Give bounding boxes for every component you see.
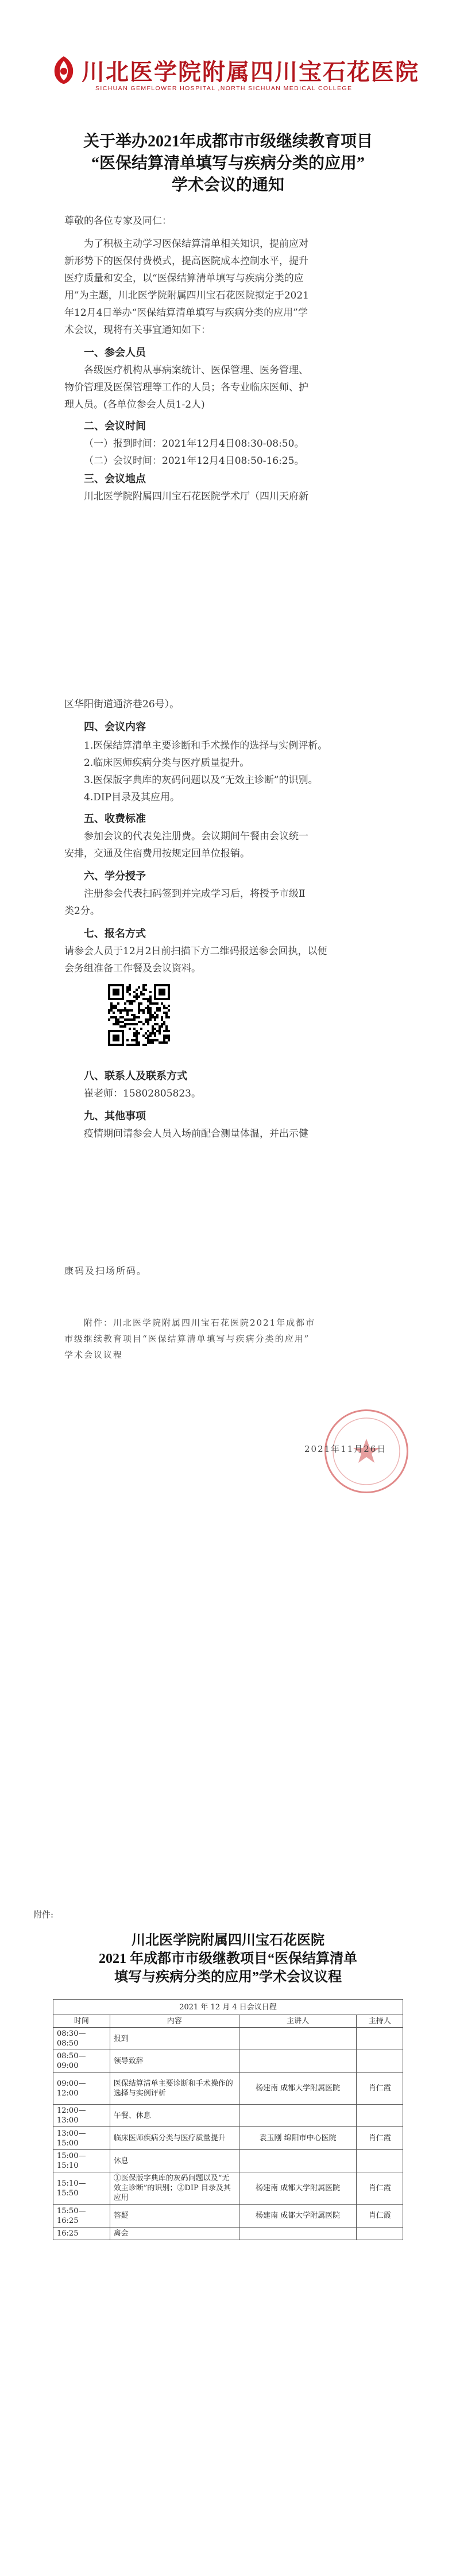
agenda-time: 09:00—12:00 [53, 2073, 110, 2105]
section-4-heading: 四、会议内容 [84, 721, 146, 733]
section-2-items [84, 435, 304, 470]
intro-line: 医疗质量和安全，以“医保结算清单填写与疾病分类的应 [64, 273, 304, 284]
agenda-time: 12:00—13:00 [53, 2105, 110, 2127]
section-6-heading: 六、学分授予 [84, 870, 146, 882]
agenda-host: 肖仁霞 [357, 2205, 403, 2228]
agenda-speaker [239, 2028, 357, 2050]
agenda-speaker [239, 2105, 357, 2127]
section-8-heading: 八、联系人及联系方式 [84, 1070, 187, 1082]
section-9-heading: 九、其他事项 [84, 1110, 146, 1122]
agenda-speaker: 杨建南 成都大学附属医院 [239, 2205, 357, 2228]
title-line-2: “医保结算清单填写与疾病分类的应用” [91, 154, 365, 172]
section-9-text: 疫情期间请参会人员入场前配合测量体温，并出示健 [84, 1128, 308, 1140]
agenda-host: 肖仁霞 [357, 2172, 403, 2205]
column-header: 内容 [110, 2015, 239, 2028]
section-5-heading: 五、收费标准 [84, 813, 146, 825]
attachment-title-line: 2021 年成都市市级继教项目“医保结算清单 [99, 1951, 357, 1966]
section-1-line: 物价管理及医保管理等工作的人员；各专业临床医师、护 [64, 382, 308, 393]
intro-line: 年12月4日举办“医保结算清单填写与疾病分类的应用”学 [64, 307, 308, 319]
section-2-heading: 二、会议时间 [84, 420, 146, 432]
salutation: 尊敬的各位专家及同仁： [64, 215, 172, 227]
agenda-speaker: 袁玉刚 绵阳市中心医院 [239, 2127, 357, 2150]
agenda-content: 报到 [110, 2028, 239, 2050]
agenda-time: 13:00—15:00 [53, 2127, 110, 2150]
agenda-caption: 2021 年 12 月 4 日会议日程 [53, 2000, 403, 2015]
agenda-content: 答疑 [110, 2205, 239, 2228]
attachment-title-line: 填写与疾病分类的应用”学术会议议程 [114, 1970, 342, 1985]
agenda-row [53, 2150, 403, 2172]
attachment-note-line: 学术会议议程 [64, 1350, 123, 1360]
agenda-host [357, 2028, 403, 2050]
section-3-text: 川北医学院附属四川宝石花医院学术厅（四川天府新 [84, 491, 308, 502]
agenda-time: 08:50—09:00 [53, 2050, 110, 2073]
agenda-row [53, 2228, 403, 2240]
agenda-speaker: 杨建南 成都大学附属医院 [239, 2073, 357, 2105]
section-6-text [64, 885, 409, 920]
agenda-row [53, 2050, 403, 2073]
agenda-row [53, 2172, 403, 2205]
agenda-host: 肖仁霞 [357, 2127, 403, 2150]
intro-line: 术会议，现将有关事宜通知如下： [64, 324, 211, 336]
section-1-line: 理人员。(各单位参会人员1-2人) [64, 399, 205, 410]
agenda-table-wrapper [53, 1999, 403, 2240]
section-3-heading: 三、会议地点 [84, 473, 146, 485]
section-2-item: （一）报到时间：2021年12月4日08:30-08:50。 [84, 438, 304, 450]
registration-qr-code[interactable] [108, 984, 170, 1046]
section-7-heading: 七、报名方式 [84, 928, 146, 940]
agenda-row [53, 2028, 403, 2050]
attachment-note-line: 市级继续教育项目“医保结算清单填写与疾病分类的应用” [64, 1334, 310, 1344]
section-5-text [64, 828, 409, 862]
agenda-content: 离会 [110, 2228, 239, 2240]
section-5-line: 安排，交通及住宿费用按规定回单位报销。 [64, 848, 250, 859]
agenda-speaker [239, 2150, 357, 2172]
section-5-line: 参加会议的代表免注册费。会议期间午餐由会议统一 [84, 831, 308, 842]
section-9-text-continued: 康码及扫场所码。 [64, 1265, 148, 1276]
intro-line: 新形势下的医保付费模式，提高医院成本控制水平，提升 [64, 255, 308, 267]
section-4-item: 3.医保版字典库的灰码问题以及“无效主诊断”的识别。 [84, 774, 318, 786]
column-header: 主讲人 [239, 2015, 357, 2028]
agenda-speaker: 杨建南 成都大学附属医院 [239, 2172, 357, 2205]
agenda-row [53, 2127, 403, 2150]
section-4-item: 2.临床医师疾病分类与医疗质量提升。 [84, 757, 250, 769]
agenda-host [357, 2150, 403, 2172]
agenda-content: 临床医师疾病分类与医疗质量提升 [110, 2127, 239, 2150]
intro-line: 用”为主题，川北医学院附属四川宝石花医院拟定于2021 [64, 290, 309, 301]
agenda-time: 15:00—15:10 [53, 2150, 110, 2172]
intro-paragraph [64, 235, 409, 339]
agenda-row [53, 2105, 403, 2127]
attachment-note-line: 附件：川北医学院附属四川宝石花医院2021年成都市 [84, 1318, 316, 1328]
attachment-title [34, 1931, 422, 1986]
section-2-item: （二）会议时间：2021年12月4日08:50-16:25。 [84, 455, 304, 467]
logo-hospital-name: 川北医学院附属四川宝石花医院 [82, 59, 419, 85]
title-line-1: 关于举办2021年成都市市级继续教育项目 [83, 133, 373, 150]
section-8-text: 崔老师：15802805823。 [84, 1088, 201, 1099]
agenda-content: 休息 [110, 2150, 239, 2172]
agenda-time: 15:50—16:25 [53, 2205, 110, 2228]
section-4-item: 1.医保结算清单主要诊断和手术操作的选择与实例评析。 [84, 740, 328, 752]
section-7-text [64, 943, 426, 977]
agenda-content: 领导致辞 [110, 2050, 239, 2073]
agenda-row [53, 2205, 403, 2228]
section-1-text [64, 362, 409, 413]
section-6-line: 类2分。 [64, 905, 100, 917]
section-7-line: 请参会人员于12月2日前扫描下方二维码报送参会回执，以便 [64, 946, 327, 957]
logo-header [51, 53, 419, 99]
agenda-table [53, 1999, 403, 2240]
section-3-text-continued: 区华阳街道通济巷26号）。 [64, 699, 180, 710]
agenda-time: 16:25 [53, 2228, 110, 2240]
column-header: 主持人 [357, 2015, 403, 2028]
agenda-host: 肖仁霞 [357, 2073, 403, 2105]
intro-line: 为了积极主动学习医保结算清单相关知识，提前应对 [84, 238, 308, 250]
section-7-line: 会务组准备工作餐及会议资料。 [64, 963, 201, 974]
agenda-content: 午餐、休息 [110, 2105, 239, 2127]
agenda-host [357, 2050, 403, 2073]
agenda-host [357, 2105, 403, 2127]
issue-date: 2021年11月26日 [304, 1444, 387, 1454]
agenda-speaker [239, 2228, 357, 2240]
agenda-time: 15:10—15:50 [53, 2172, 110, 2205]
attachment-title-line: 川北医学院附属四川宝石花医院 [132, 1933, 324, 1948]
hospital-emblem-icon [51, 55, 77, 85]
section-1-line: 各级医疗机构从事病案统计、医保管理、医务管理、 [84, 365, 308, 376]
agenda-host [357, 2228, 403, 2240]
agenda-content: 医保结算清单主要诊断和手术操作的选择与实例评析 [110, 2073, 239, 2105]
page-title [23, 131, 433, 196]
column-header: 时间 [53, 2015, 110, 2028]
attachment-label: 附件: [33, 1909, 54, 1920]
section-4-items [84, 737, 327, 806]
title-line-3: 学术会议的通知 [171, 176, 284, 194]
logo-hospital-name-en: SICHUAN GEMFLOWER HOSPITAL ,NORTH SICHUAN MEDICAL COLLEGE [95, 85, 353, 92]
section-4-item: 4.DIP目录及其应用。 [84, 792, 180, 803]
section-6-line: 注册参会代表扫码签到并完成学习后，将授予市级Ⅱ [84, 888, 306, 900]
agenda-time: 08:30—08:50 [53, 2028, 110, 2050]
section-1-heading: 一、参会人员 [84, 347, 146, 359]
agenda-speaker [239, 2050, 357, 2073]
agenda-content: ①医保版字典库的灰码问题以及“无效主诊断”的识别；②DIP 目录及其应用 [110, 2172, 239, 2205]
agenda-row [53, 2073, 403, 2105]
attachment-note [64, 1315, 409, 1363]
